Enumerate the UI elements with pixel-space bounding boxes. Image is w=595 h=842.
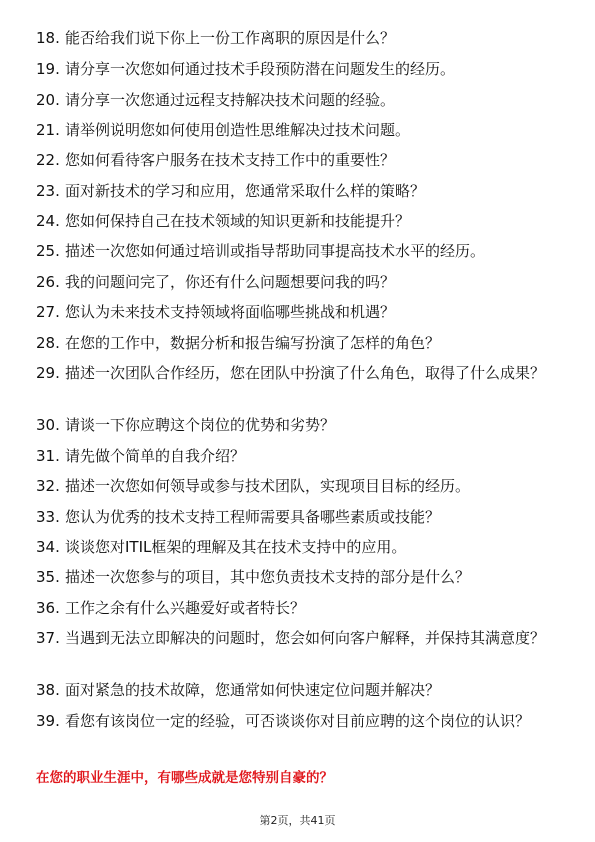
question-number: 20. [36, 91, 60, 109]
question-text: 您如何保持自己在技术领域的知识更新和技能提升？ [65, 212, 411, 230]
question-number: 35. [36, 568, 60, 586]
page-footer: 第2页，共41页 [259, 814, 336, 827]
question-text: 请谈一下你应聘这个岗位的优势和劣势？ [65, 416, 336, 434]
question-text: 当遇到无法立即解决的问题时，您会如何向客户解释，并保持其满意度？ [65, 629, 546, 647]
question-number: 32. [36, 477, 60, 495]
question-text: 请分享一次您通过远程支持解决技术问题的经验。 [65, 91, 396, 109]
highlight-question: 在您的职业生涯中，有哪些成就是您特别自豪的？ [36, 770, 333, 786]
question-number: 34. [36, 538, 60, 556]
question-text: 您认为未来技术支持领域将面临哪些挑战和机遇？ [65, 303, 396, 321]
question-number: 39. [36, 712, 60, 730]
question-text: 请分享一次您如何通过技术手段预防潜在问题发生的经历。 [65, 60, 456, 78]
question-text: 您如何看待客户服务在技术支持工作中的重要性？ [65, 151, 396, 169]
question-text: 在您的工作中，数据分析和报告编写扮演了怎样的角色？ [65, 334, 441, 352]
question-number: 33. [36, 508, 60, 526]
question-number: 30. [36, 416, 60, 434]
question-text: 我的问题问完了，你还有什么问题想要问我的吗？ [65, 273, 396, 291]
question-text: 您认为优秀的技术支持工程师需要具备哪些素质或技能？ [65, 508, 441, 526]
question-number: 26. [36, 273, 60, 291]
question-text: 请举例说明您如何使用创造性思维解决过技术问题。 [65, 121, 411, 139]
question-number: 28. [36, 334, 60, 352]
question-number: 29. [36, 364, 60, 382]
question-number: 38. [36, 681, 60, 699]
question-number: 31. [36, 447, 60, 465]
question-text: 面对新技术的学习和应用，您通常采取什么样的策略？ [65, 182, 426, 200]
question-number: 21. [36, 121, 60, 139]
question-number: 22. [36, 151, 60, 169]
question-text: 描述一次您如何领导或参与技术团队，实现项目目标的经历。 [65, 477, 471, 495]
question-number: 25. [36, 242, 60, 260]
question-text: 能否给我们说下你上一份工作离职的原因是什么？ [65, 29, 396, 47]
question-number: 37. [36, 629, 60, 647]
question-text: 描述一次团队合作经历，您在团队中扮演了什么角色，取得了什么成果？ [65, 364, 546, 382]
question-text: 谈谈您对ITIL框架的理解及其在技术支持中的应用。 [65, 538, 407, 556]
question-text: 描述一次您参与的项目，其中您负责技术支持的部分是什么？ [65, 568, 471, 586]
question-text: 工作之余有什么兴趣爱好或者特长？ [65, 599, 306, 617]
question-number: 18. [36, 29, 60, 47]
question-number: 23. [36, 182, 60, 200]
question-number: 27. [36, 303, 60, 321]
question-text: 面对紧急的技术故障，您通常如何快速定位问题并解决？ [65, 681, 441, 699]
question-text: 看您有该岗位一定的经验，可否谈谈你对目前应聘的这个岗位的认识？ [65, 712, 531, 730]
question-number: 24. [36, 212, 60, 230]
question-text: 描述一次您如何通过培训或指导帮助同事提高技术水平的经历。 [65, 242, 486, 260]
question-number: 36. [36, 599, 60, 617]
question-text: 请先做个简单的自我介绍？ [65, 447, 246, 465]
question-number: 19. [36, 60, 60, 78]
